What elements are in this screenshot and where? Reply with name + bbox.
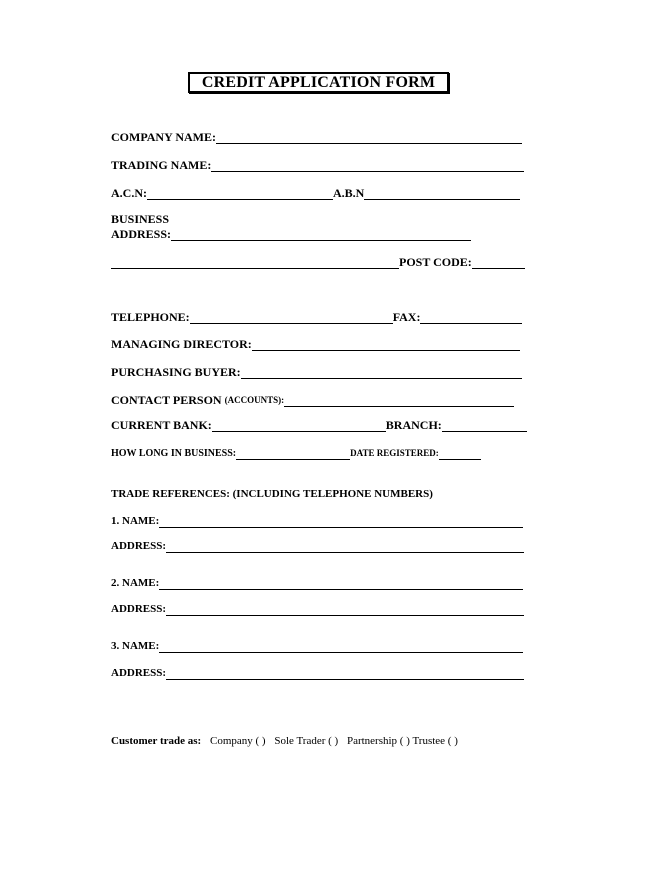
business-address-row [111, 225, 471, 241]
option-company[interactable]: Company ( ) [209, 735, 266, 747]
option-trustee[interactable]: Trustee ( ) [412, 735, 458, 747]
ref1-address-label: ADDRESS: [111, 540, 167, 552]
ref1-name-label: 1. NAME: [111, 515, 160, 527]
business-address-line2-field[interactable] [111, 257, 399, 269]
business-address-label: ADDRESS: [111, 227, 172, 241]
ref2-address-label: ADDRESS: [111, 603, 167, 615]
post-code-label: POST CODE: [399, 255, 472, 269]
abn-label: A.B.N [333, 186, 365, 200]
address-postcode-row [111, 253, 525, 269]
branch-field[interactable] [442, 420, 527, 432]
ref2-address-row [111, 600, 524, 616]
ref1-name-row [111, 512, 523, 528]
business-label: BUSINESS [111, 212, 170, 226]
trade-references-heading: TRADE REFERENCES: (INCLUDING TELEPHONE NUMBERS) [111, 488, 433, 500]
ref2-address-field[interactable] [166, 604, 524, 616]
managing-director-row [111, 335, 520, 351]
telephone-fax-row [111, 308, 522, 324]
ref3-address-field[interactable] [166, 668, 524, 680]
trading-name-field[interactable] [211, 160, 524, 172]
how-long-field[interactable] [236, 448, 350, 460]
acn-abn-row [111, 184, 520, 200]
telephone-label: TELEPHONE: [111, 310, 190, 324]
bank-branch-row [111, 416, 527, 432]
ref2-name-field[interactable] [159, 578, 523, 590]
company-name-field[interactable] [216, 132, 522, 144]
purchasing-buyer-row [111, 363, 522, 379]
ref2-name-row [111, 574, 523, 590]
purchasing-buyer-field[interactable] [241, 367, 522, 379]
post-code-field[interactable] [472, 257, 525, 269]
managing-director-field[interactable] [252, 339, 520, 351]
ref3-name-field[interactable] [159, 641, 523, 653]
date-registered-label: DATE REGISTERED: [350, 448, 439, 458]
trading-name-row [111, 156, 524, 172]
ref2-name-label: 2. NAME: [111, 577, 160, 589]
option-sole-trader[interactable]: Sole Trader ( ) [274, 735, 339, 747]
contact-person-note: (ACCOUNTS): [224, 395, 285, 405]
contact-person-field[interactable] [284, 395, 514, 407]
option-partnership[interactable]: Partnership ( ) [346, 735, 410, 747]
business-label-row [111, 210, 169, 226]
contact-person-row [111, 391, 514, 407]
business-address-field[interactable] [171, 229, 471, 241]
customer-trade-as-row [111, 735, 458, 747]
current-bank-label: CURRENT BANK: [111, 418, 212, 432]
customer-trade-as-label: Customer trade as: [111, 735, 202, 747]
ref3-address-row [111, 664, 524, 680]
ref3-name-label: 3. NAME: [111, 640, 160, 652]
ref1-address-row [111, 537, 524, 553]
ref3-name-row [111, 637, 523, 653]
date-registered-field[interactable] [439, 448, 481, 460]
telephone-field[interactable] [190, 312, 393, 324]
acn-field[interactable] [147, 188, 333, 200]
business-duration-row [111, 444, 481, 460]
trade-references-row [111, 485, 433, 501]
company-name-label: COMPANY NAME: [111, 130, 216, 144]
how-long-label: HOW LONG IN BUSINESS: [111, 448, 237, 459]
ref3-address-label: ADDRESS: [111, 667, 167, 679]
company-name-row [111, 128, 522, 144]
fax-label: FAX: [392, 310, 421, 324]
ref1-name-field[interactable] [159, 516, 523, 528]
branch-label: BRANCH: [385, 418, 442, 432]
fax-field[interactable] [420, 312, 522, 324]
contact-person-label: CONTACT PERSON [111, 393, 222, 407]
form-title: CREDIT APPLICATION FORM [188, 72, 449, 93]
managing-director-label: MANAGING DIRECTOR: [111, 337, 252, 351]
current-bank-field[interactable] [212, 420, 386, 432]
ref1-address-field[interactable] [166, 541, 524, 553]
abn-field[interactable] [364, 188, 520, 200]
purchasing-buyer-label: PURCHASING BUYER: [111, 365, 241, 379]
acn-label: A.C.N: [111, 186, 147, 200]
trading-name-label: TRADING NAME: [111, 158, 212, 172]
